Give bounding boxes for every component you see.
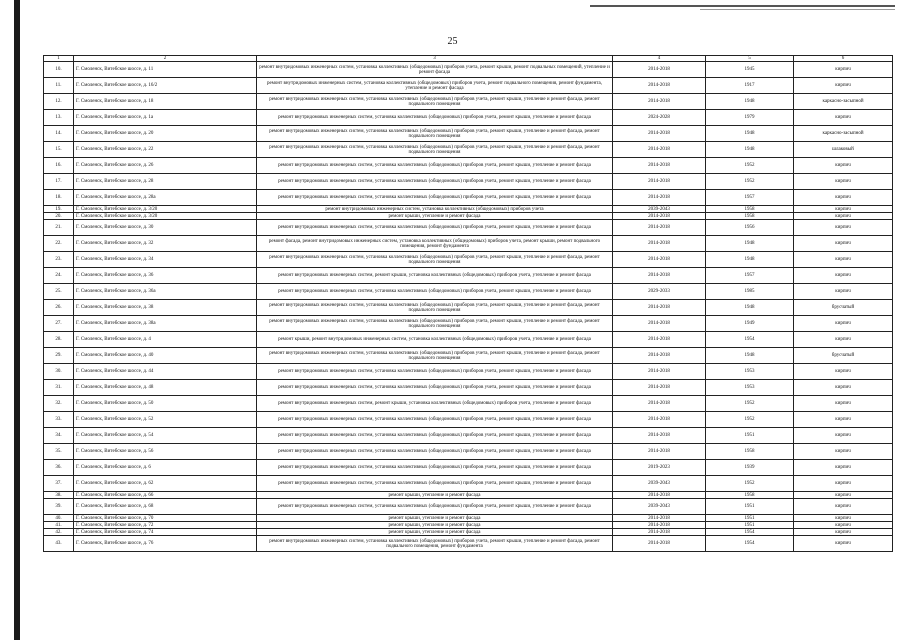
period-cell: 2014-2018 <box>613 316 706 332</box>
table-row <box>44 522 893 529</box>
address-cell: Г. Смоленск, Витебское шоссе, д. 52 <box>74 412 257 428</box>
row-number: 26. <box>44 300 74 316</box>
row-number: 35. <box>44 444 74 460</box>
row-number: 41. <box>44 522 74 529</box>
works-cell: ремонт внутридомовых инженерных систем, установка коллективных (общедомовых) приборов учета, ремонт крыши, утепление и ремонт фасада <box>257 380 613 396</box>
row-number: 29. <box>44 348 74 364</box>
address-cell: Г. Смоленск, Витебское шоссе, д. 3/20 <box>74 213 257 220</box>
row-number: 32. <box>44 396 74 412</box>
wall-material-cell: кирпич <box>794 499 893 515</box>
year-built-cell: 1948 <box>706 94 794 110</box>
works-cell: ремонт внутридомовых инженерных систем, ремонт крыши, установка коллективных (общедомовых) приборов учета, утепление и ремонт фасада <box>257 396 613 412</box>
row-number: 25. <box>44 284 74 300</box>
address-cell: Г. Смоленск, Витебское шоссе, д. 72 <box>74 522 257 529</box>
period-cell: 2014-2018 <box>613 529 706 536</box>
period-cell: 2014-2018 <box>613 536 706 552</box>
table-row <box>44 515 893 522</box>
row-number: 23. <box>44 252 74 268</box>
table-row <box>44 110 893 126</box>
table-row <box>44 206 893 213</box>
wall-material-cell: кирпич <box>794 158 893 174</box>
wall-material-cell: кирпич <box>794 268 893 284</box>
year-built-cell: 1948 <box>706 236 794 252</box>
address-cell: Г. Смоленск, Витебское шоссе, д. 36а <box>74 284 257 300</box>
address-cell: Г. Смоленск, Витебское шоссе, д. 28а <box>74 190 257 206</box>
works-cell: ремонт внутридомовых инженерных систем, установка коллективных (общедомовых) приборов учета, ремонт крыши, утепление и ремонт фасада <box>257 190 613 206</box>
table-row <box>44 476 893 492</box>
wall-material-cell: кирпич <box>794 529 893 536</box>
row-number: 17. <box>44 174 74 190</box>
wall-material-cell: кирпич <box>794 364 893 380</box>
wall-material-cell: кирпич <box>794 236 893 252</box>
address-cell: Г. Смоленск, Витебское шоссе, д. 36 <box>74 268 257 284</box>
wall-material-cell: кирпич <box>794 428 893 444</box>
housing-register-table <box>43 55 893 552</box>
year-built-cell: 1954 <box>706 332 794 348</box>
works-cell: ремонт внутридомовых инженерных систем, установка коллективных (общедомовых) приборов учета, ремонт крыши, утепление и ремонт фасада, ремонт подвального помещения <box>257 316 613 332</box>
works-cell: ремонт внутридомовых инженерных систем, установка коллективных (общедомовых) приборов учета, ремонт крыши, утепление и ремонт фасада <box>257 110 613 126</box>
address-cell: Г. Смоленск, Витебское шоссе, д. 44 <box>74 364 257 380</box>
address-cell: Г. Смоленск, Витебское шоссе, д. 70 <box>74 515 257 522</box>
period-cell: 2014-2018 <box>613 412 706 428</box>
page-number: 25 <box>447 36 458 47</box>
address-cell: Г. Смоленск, Витебское шоссе, д. 4 <box>74 332 257 348</box>
table-row <box>44 213 893 220</box>
year-built-cell: 1958 <box>706 213 794 220</box>
column-header: 4 <box>613 56 706 62</box>
year-built-cell: 1956 <box>706 220 794 236</box>
year-built-cell: 1953 <box>706 364 794 380</box>
column-header: 5 <box>706 56 794 62</box>
works-cell: ремонт внутридомовых инженерных систем, установка коллективных (общедомовых) приборов учета, ремонт крыши, утепление и ремонт фасада, ремонт подвального помещения, ремонт фундамента <box>257 536 613 552</box>
period-cell: 2039-2043 <box>613 206 706 213</box>
works-cell: ремонт внутридомовых инженерных систем, установка коллективных (общедомовых) приборов учета, ремонт крыши, утепление и ремонт фасада <box>257 412 613 428</box>
wall-material-cell: кирпич <box>794 444 893 460</box>
wall-material-cell: брусчатый <box>794 348 893 364</box>
works-cell: ремонт крыши, ремонт внутридомовых инженерных систем, установка коллективных (общедомовых) приборов учета, утепление и ремонт фасада <box>257 332 613 348</box>
period-cell: 2014-2018 <box>613 492 706 499</box>
table-row <box>44 380 893 396</box>
period-cell: 2014-2018 <box>613 348 706 364</box>
row-number: 27. <box>44 316 74 332</box>
year-built-cell: 1952 <box>706 158 794 174</box>
address-cell: Г. Смоленск, Витебское шоссе, д. 38а <box>74 316 257 332</box>
period-cell: 2039-2043 <box>613 499 706 515</box>
address-cell: Г. Смоленск, Витебское шоссе, д. 3/20 <box>74 206 257 213</box>
row-number: 13. <box>44 110 74 126</box>
period-cell: 2014-2018 <box>613 444 706 460</box>
period-cell: 2014-2018 <box>613 522 706 529</box>
table-row <box>44 62 893 78</box>
address-cell: Г. Смоленск, Витебское шоссе, д. 1а <box>74 110 257 126</box>
wall-material-cell: кирпич <box>794 220 893 236</box>
period-cell: 2014-2018 <box>613 94 706 110</box>
works-cell: ремонт фасада, ремонт внутридомовых инженерных систем, установка коллективных (общедомовых) приборов учета, ремонт крыши, ремонт подвального помещения, ремонт фундамента <box>257 236 613 252</box>
address-cell: Г. Смоленск, Витебское шоссе, д. 38 <box>74 300 257 316</box>
column-header: 6 <box>794 56 893 62</box>
works-cell: ремонт внутридомовых инженерных систем, установка коллективных (общедомовых) приборов учета <box>257 206 613 213</box>
table-row <box>44 158 893 174</box>
year-built-cell: 1948 <box>706 126 794 142</box>
address-cell: Г. Смоленск, Витебское шоссе, д. 40 <box>74 348 257 364</box>
works-cell: ремонт внутридомовых инженерных систем, установка коллективных (общедомовых) приборов учета, ремонт крыши, утепление и ремонт фасада <box>257 158 613 174</box>
address-cell: Г. Смоленск, Витебское шоссе, д. 11 <box>74 62 257 78</box>
address-cell: Г. Смоленск, Витебское шоссе, д. 30 <box>74 220 257 236</box>
year-built-cell: 1958 <box>706 492 794 499</box>
table-row <box>44 300 893 316</box>
year-built-cell: 1948 <box>706 348 794 364</box>
row-number: 42. <box>44 529 74 536</box>
wall-material-cell: кирпич <box>794 174 893 190</box>
row-number: 39. <box>44 499 74 515</box>
wall-material-cell: кирпич <box>794 396 893 412</box>
works-cell: ремонт крыши, утепление и ремонт фасада <box>257 213 613 220</box>
address-cell: Г. Смоленск, Витебское шоссе, д. 74 <box>74 529 257 536</box>
address-cell: Г. Смоленск, Витебское шоссе, д. 32 <box>74 236 257 252</box>
wall-material-cell: кирпич <box>794 515 893 522</box>
wall-material-cell: кирпич <box>794 213 893 220</box>
table-row <box>44 529 893 536</box>
table-row <box>44 460 893 476</box>
wall-material-cell: кирпич <box>794 206 893 213</box>
period-cell: 2014-2018 <box>613 428 706 444</box>
wall-material-cell: кирпич <box>794 190 893 206</box>
address-cell: Г. Смоленск, Витебское шоссе, д. 34 <box>74 252 257 268</box>
wall-material-cell: кирпич <box>794 62 893 78</box>
works-cell: ремонт внутридомовых инженерных систем, установка коллективных (общедомовых) приборов учета, ремонт крыши, утепление и ремонт фасада <box>257 220 613 236</box>
period-cell: 2014-2018 <box>613 213 706 220</box>
year-built-cell: 1952 <box>706 396 794 412</box>
table-row <box>44 396 893 412</box>
wall-material-cell: кирпич <box>794 316 893 332</box>
works-cell: ремонт внутридомовых инженерных систем, установка коллективных (общедомовых) приборов учета, ремонт крыши, утепление и ремонт фасада <box>257 444 613 460</box>
works-cell: ремонт внутридомовых инженерных систем, установка коллективных (общедомовых) приборов учета, ремонт крыши, утепление и ремонт фасада, ремонт подвального помещения <box>257 348 613 364</box>
year-built-cell: 1949 <box>706 316 794 332</box>
row-number: 18. <box>44 190 74 206</box>
row-number: 31. <box>44 380 74 396</box>
table-row <box>44 444 893 460</box>
column-header: 1 <box>44 56 74 62</box>
table-row <box>44 499 893 515</box>
wall-material-cell: кирпич <box>794 252 893 268</box>
table-row <box>44 268 893 284</box>
address-cell: Г. Смоленск, Витебское шоссе, д. 48 <box>74 380 257 396</box>
wall-material-cell: кирпич <box>794 460 893 476</box>
address-cell: Г. Смоленск, Витебское шоссе, д. 28 <box>74 174 257 190</box>
year-built-cell: 1951 <box>706 499 794 515</box>
wall-material-cell: кирпич <box>794 536 893 552</box>
period-cell: 2014-2018 <box>613 220 706 236</box>
table-row <box>44 364 893 380</box>
year-built-cell: 1954 <box>706 536 794 552</box>
year-built-cell: 1948 <box>706 252 794 268</box>
works-cell: ремонт внутридомовых инженерных систем, установка коллективных (общедомовых) приборов учета, ремонт крыши, утепление и ремонт фасада <box>257 476 613 492</box>
year-built-cell: 1939 <box>706 460 794 476</box>
works-cell: ремонт внутридомовых инженерных систем, установка коллективных (общедомовых) приборов учета, ремонт крыши, утепление и ремонт фасада <box>257 284 613 300</box>
works-cell: ремонт крыши, утепление и ремонт фасада <box>257 492 613 499</box>
row-number: 16. <box>44 158 74 174</box>
works-cell: ремонт внутридомовых инженерных систем, установка коллективных (общедомовых) приборов учета, ремонт крыши, ремонт подвальных помещений, утепление и ремонт фасада <box>257 62 613 78</box>
year-built-cell: 1951 <box>706 515 794 522</box>
wall-material-cell: шлаковый <box>794 142 893 158</box>
address-cell: Г. Смоленск, Витебское шоссе, д. 26 <box>74 158 257 174</box>
works-cell: ремонт внутридомовых инженерных систем, установка коллективных (общедомовых) приборов учета, ремонт крыши, утепление и ремонт фасада, ремонт подвального помещения <box>257 142 613 158</box>
wall-material-cell: кирпич <box>794 332 893 348</box>
year-built-cell: 1948 <box>706 142 794 158</box>
period-cell: 2019-2023 <box>613 460 706 476</box>
table-row <box>44 412 893 428</box>
address-cell: Г. Смоленск, Витебское шоссе, д. 76 <box>74 536 257 552</box>
period-cell: 2014-2018 <box>613 380 706 396</box>
wall-material-cell: кирпич <box>794 522 893 529</box>
binding-edge <box>14 0 20 640</box>
address-cell: Г. Смоленск, Витебское шоссе, д. 20 <box>74 126 257 142</box>
works-cell: ремонт внутридомовых инженерных систем, установка коллективных (общедомовых) приборов учета, ремонт крыши, утепление и ремонт фасада, ремонт подвального помещения <box>257 252 613 268</box>
row-number: 38. <box>44 492 74 499</box>
year-built-cell: 1979 <box>706 110 794 126</box>
period-cell: 2014-2018 <box>613 396 706 412</box>
top-rule-secondary <box>700 9 895 10</box>
works-cell: ремонт крыши, утепление и ремонт фасада <box>257 522 613 529</box>
address-cell: Г. Смоленск, Витебское шоссе, д. 18 <box>74 94 257 110</box>
period-cell: 2014-2018 <box>613 332 706 348</box>
period-cell: 2014-2018 <box>613 236 706 252</box>
row-number: 28. <box>44 332 74 348</box>
wall-material-cell: брусчатый <box>794 300 893 316</box>
row-number: 30. <box>44 364 74 380</box>
table-row <box>44 126 893 142</box>
address-cell: Г. Смоленск, Витебское шоссе, д. 50 <box>74 396 257 412</box>
works-cell: ремонт внутридомовых инженерных систем, установка коллективных (общедомовых) приборов учета, ремонт крыши, утепление и ремонт фасада <box>257 364 613 380</box>
row-number: 15. <box>44 142 74 158</box>
row-number: 10. <box>44 62 74 78</box>
wall-material-cell: кирпич <box>794 412 893 428</box>
wall-material-cell: кирпич <box>794 110 893 126</box>
year-built-cell: 1958 <box>706 206 794 213</box>
table-row <box>44 332 893 348</box>
address-cell: Г. Смоленск, Витебское шоссе, д. 66 <box>74 492 257 499</box>
address-cell: Г. Смоленск, Витебское шоссе, д. 54 <box>74 428 257 444</box>
row-number: 14. <box>44 126 74 142</box>
row-number: 37. <box>44 476 74 492</box>
address-cell: Г. Смоленск, Витебское шоссе, д. 6 <box>74 460 257 476</box>
period-cell: 2014-2018 <box>613 190 706 206</box>
table-row <box>44 174 893 190</box>
table-row <box>44 536 893 552</box>
row-number: 33. <box>44 412 74 428</box>
row-number: 11. <box>44 78 74 94</box>
works-cell: ремонт внутридомовых инженерных систем, установка коллективных (общедомовых) приборов учета, ремонт подвального помещения, ремонт фундамента, утепление и ремонт фасада <box>257 78 613 94</box>
period-cell: 2014-2018 <box>613 62 706 78</box>
year-built-cell: 1952 <box>706 174 794 190</box>
year-built-cell: 1945 <box>706 62 794 78</box>
table-row <box>44 142 893 158</box>
wall-material-cell: кирпич <box>794 78 893 94</box>
period-cell: 2014-2018 <box>613 300 706 316</box>
period-cell: 2014-2018 <box>613 174 706 190</box>
row-number: 34. <box>44 428 74 444</box>
year-built-cell: 1917 <box>706 78 794 94</box>
table-row <box>44 190 893 206</box>
table-row <box>44 428 893 444</box>
row-number: 20. <box>44 213 74 220</box>
year-built-cell: 1957 <box>706 268 794 284</box>
year-built-cell: 1952 <box>706 476 794 492</box>
column-header: 3 <box>257 56 613 62</box>
year-built-cell: 1952 <box>706 412 794 428</box>
address-cell: Г. Смоленск, Витебское шоссе, д. 68 <box>74 499 257 515</box>
period-cell: 2039-2043 <box>613 476 706 492</box>
top-rule <box>590 5 895 7</box>
table-row <box>44 284 893 300</box>
wall-material-cell: каркасно-засыпной <box>794 126 893 142</box>
address-cell: Г. Смоленск, Витебское шоссе, д. 22 <box>74 142 257 158</box>
works-cell: ремонт внутридомовых инженерных систем, установка коллективных (общедомовых) приборов учета, ремонт крыши, утепление и ремонт фасада <box>257 174 613 190</box>
wall-material-cell: кирпич <box>794 380 893 396</box>
works-cell: ремонт внутридомовых инженерных систем, ремонт крыши, установка коллективных (общедомовых) приборов учета, утепление и ремонт фасада <box>257 268 613 284</box>
column-header: 2 <box>74 56 257 62</box>
period-cell: 2014-2018 <box>613 515 706 522</box>
period-cell: 2029-2033 <box>613 284 706 300</box>
year-built-cell: 1951 <box>706 522 794 529</box>
wall-material-cell: кирпич <box>794 476 893 492</box>
row-number: 36. <box>44 460 74 476</box>
row-number: 24. <box>44 268 74 284</box>
address-cell: Г. Смоленск, Витебское шоссе, д. 16/2 <box>74 78 257 94</box>
address-cell: Г. Смоленск, Витебское шоссе, д. 56 <box>74 444 257 460</box>
table-row <box>44 252 893 268</box>
year-built-cell: 1958 <box>706 444 794 460</box>
year-built-cell: 1957 <box>706 190 794 206</box>
period-cell: 2014-2018 <box>613 126 706 142</box>
table-row <box>44 78 893 94</box>
table-row <box>44 236 893 252</box>
works-cell: ремонт крыши, утепление и ремонт фасада <box>257 529 613 536</box>
works-cell: ремонт внутридомовых инженерных систем, установка коллективных (общедомовых) приборов учета, ремонт крыши, утепление и ремонт фасада, ремонт подвального помещения <box>257 94 613 110</box>
works-cell: ремонт внутридомовых инженерных систем, установка коллективных (общедомовых) приборов учета, ремонт крыши, утепление и ремонт фасада, ремонт подвального помещения <box>257 126 613 142</box>
year-built-cell: 1953 <box>706 380 794 396</box>
table-row <box>44 94 893 110</box>
works-cell: ремонт внутридомовых инженерных систем, установка коллективных (общедомовых) приборов учета, ремонт крыши, утепление и ремонт фасада, ремонт подвального помещения <box>257 300 613 316</box>
year-built-cell: 1948 <box>706 300 794 316</box>
wall-material-cell: каркасно-засыпной <box>794 94 893 110</box>
table-row <box>44 492 893 499</box>
works-cell: ремонт внутридомовых инженерных систем, установка коллективных (общедомовых) приборов учета, ремонт крыши, утепление и ремонт фасада <box>257 460 613 476</box>
period-cell: 2014-2018 <box>613 158 706 174</box>
address-cell: Г. Смоленск, Витебское шоссе, д. 62 <box>74 476 257 492</box>
works-cell: ремонт крыши, утепление и ремонт фасада <box>257 515 613 522</box>
table-row <box>44 220 893 236</box>
row-number: 22. <box>44 236 74 252</box>
row-number: 19. <box>44 206 74 213</box>
wall-material-cell: кирпич <box>794 492 893 499</box>
wall-material-cell: кирпич <box>794 284 893 300</box>
table-row <box>44 316 893 332</box>
table-body <box>44 56 893 552</box>
row-number: 21. <box>44 220 74 236</box>
period-cell: 2014-2018 <box>613 252 706 268</box>
year-built-cell: 1985 <box>706 284 794 300</box>
period-cell: 2014-2018 <box>613 142 706 158</box>
period-cell: 2024-2028 <box>613 110 706 126</box>
row-number: 12. <box>44 94 74 110</box>
row-number: 43. <box>44 536 74 552</box>
year-built-cell: 1954 <box>706 529 794 536</box>
works-cell: ремонт внутридомовых инженерных систем, установка коллективных (общедомовых) приборов учета, ремонт крыши, утепление и ремонт фасада <box>257 499 613 515</box>
works-cell: ремонт внутридомовых инженерных систем, установка коллективных (общедомовых) приборов учета, ремонт крыши, утепление и ремонт фасада <box>257 428 613 444</box>
year-built-cell: 1951 <box>706 428 794 444</box>
period-cell: 2014-2018 <box>613 78 706 94</box>
period-cell: 2014-2018 <box>613 364 706 380</box>
row-number: 40. <box>44 515 74 522</box>
period-cell: 2014-2018 <box>613 268 706 284</box>
table-row <box>44 348 893 364</box>
